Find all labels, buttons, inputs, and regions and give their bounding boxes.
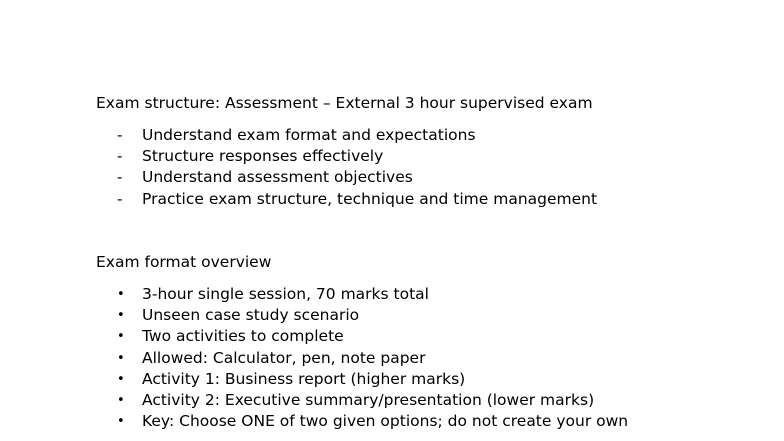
list-item-text: Key: Choose ONE of two given options; do not create your own: [142, 412, 629, 431]
list-item-text: Activity 1: Business report (higher marks): [142, 369, 466, 388]
dash-bullet: -: [117, 168, 123, 187]
list-item-text: Structure responses effectively: [142, 147, 384, 166]
bullet-dot: •: [117, 287, 125, 302]
bullet-dot: •: [117, 308, 125, 324]
section-heading-exam-structure: Exam structure: Assessment – External 3 hour supervised exam: [96, 94, 593, 112]
list-item-text: Allowed: Calculator, pen, note paper: [142, 348, 426, 367]
dash-bullet: -: [117, 147, 123, 166]
list-item-text: Understand exam format and expectations: [142, 126, 476, 144]
bullet-dot: •: [117, 350, 125, 366]
bullet-dot: •: [117, 329, 125, 345]
dash-bullet: -: [117, 189, 123, 208]
bullet-dot: •: [117, 414, 125, 430]
list-item-text: Practice exam structure, technique and time management: [142, 189, 598, 208]
bullet-dot: •: [117, 392, 125, 408]
bullet-dot: •: [117, 371, 125, 387]
list-item-text: Unseen case study scenario: [142, 306, 360, 325]
dash-bullet: -: [117, 126, 123, 144]
list-item-text: Activity 2: Executive summary/presentation (lower marks): [142, 390, 595, 409]
list-item-text: 3-hour single session, 70 marks total: [142, 285, 429, 303]
list-item-text: Two activities to complete: [142, 327, 344, 346]
section-heading-exam-format-overview: Exam format overview: [96, 253, 272, 271]
list-item-text: Understand assessment objectives: [142, 168, 413, 187]
